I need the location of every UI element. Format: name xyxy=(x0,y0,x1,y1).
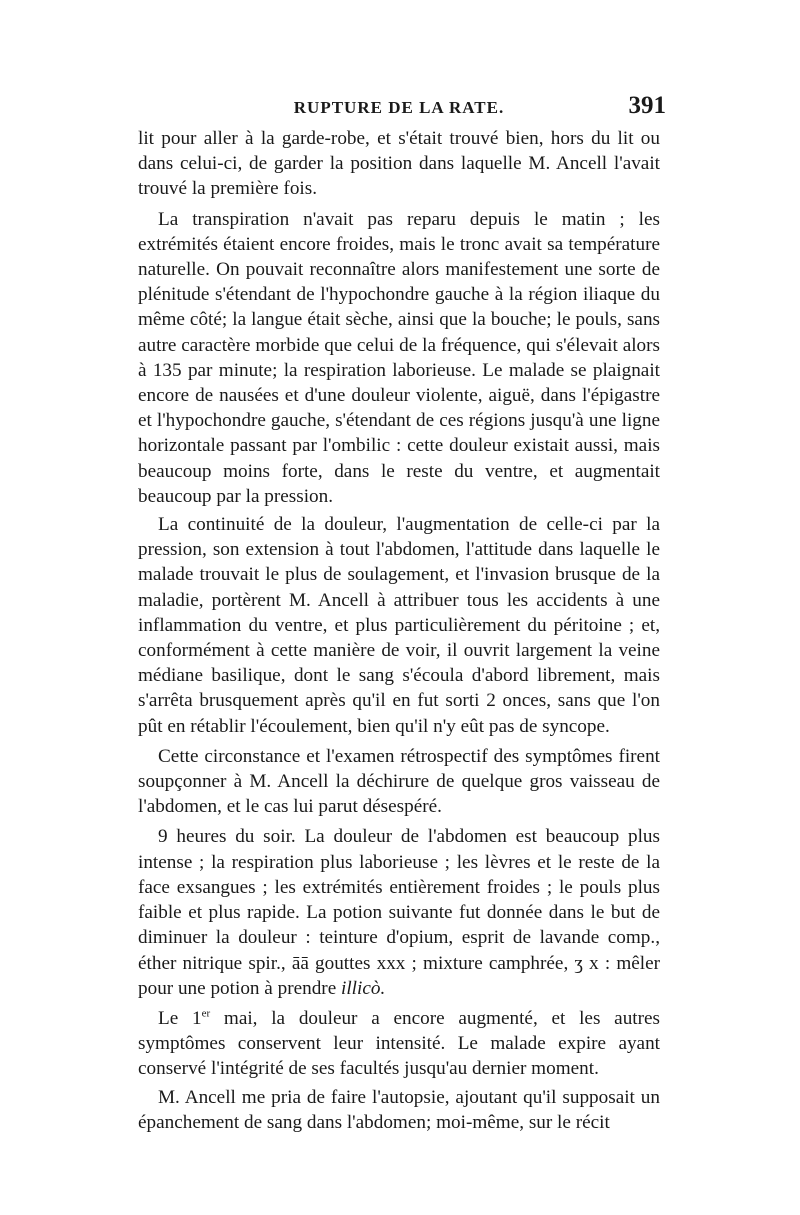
paragraph-1er-mai xyxy=(138,1006,660,1082)
superscript-er: er xyxy=(201,1007,211,1020)
paragraph-1er-mai-rest: mai, la douleur a encore augmenté, et les autres symptômes conservent leur intensité. Le malade expire ayant conservé l'intégrité de ses facultés jusqu'au dernier moment. xyxy=(138,1007,660,1080)
paragraph-continuite: La continuité de la douleur, l'augmentation de celle-ci par la pression, son extension à tout l'abdomen, l'attitude dans laquelle le malade trouvait le plus de soulagement, et l'invasion brusque de la maladie, portèrent M. Ancell à attribuer tous les accidents à une inflammation du ventre, et plus particulièrement du péritoine ; et, conformément à cette manière de voir, il ouvrit largement la veine médiane basilique, dont le sang s'écoula d'abord librement, mais s'arrêta brusquement après qu'il en fut sorti 2 onces, sans que l'on pût en rétablir l'écoulement, bien qu'il n'y eût pas de syncope. xyxy=(138,514,660,737)
body-text xyxy=(138,126,660,1135)
illico-italic: illicò. xyxy=(341,977,386,999)
paragraph-9-heures xyxy=(138,824,660,1000)
paragraph-1er-mai-start: Le 1 xyxy=(158,1007,202,1029)
paragraph-autopsie: M. Ancell me pria de faire l'autopsie, ajoutant qu'il supposait un épanchement de sang dans l'abdomen; moi-même, sur le récit xyxy=(138,1086,660,1133)
paragraph-circonstance: Cette circonstance et l'examen rétrospectif des symptômes firent soupçonner à M. Ancell la déchirure de quelque gros vaisseau de l'abdomen, et le cas lui parut désespéré. xyxy=(138,745,660,818)
running-title: RUPTURE DE LA RATE. xyxy=(293,98,505,117)
paragraph-transpiration: La transpiration n'avait pas reparu depuis le matin ; les extrémités étaient encore froides, mais le tronc avait sa température naturelle. On pouvait reconnaître alors manifestement une sorte de plénitude s'étendant de l'hypochondre gauche à la région iliaque du même côté; la langue était sèche, ainsi que la bouche; le pouls, sans autre caractère morbide que celui de la fréquence, qui s'élevait alors à 135 par minute; la respiration laborieuse. Le malade se plaignait encore de nausées et d'une douleur violente, aiguë, dans l'épigastre et l'hypochondre gauche, s'étendant de ces régions jusqu'à une ligne horizontale passant par l'ombilic : cette douleur existait aussi, mais beaucoup moins forte, dans le reste du ventre, et augmentait beaucoup par la pression. xyxy=(138,208,660,507)
paragraph-9-heures-text: 9 heures du soir. La douleur de l'abdomen est beaucoup plus intense ; la respiration plus laborieuse ; les lèvres et le reste de la face exsangues ; les extrémités entièrement froides ; le pouls plus faible et plus rapide. La potion suivante fut donnée dans le but de diminuer la douleur : teinture d'opium, esprit de lavande comp., éther nitrique spir., āā gouttes xxx ; mixture camphrée, ʒ x : mêler pour une potion à prendre xyxy=(138,826,660,999)
paragraph-continuation: lit pour aller à la garde-robe, et s'était trouvé bien, hors du lit ou dans celui-ci, de garder la position dans laquelle M. Ancell l'avait trouvé la première fois. xyxy=(138,128,660,200)
running-head xyxy=(138,92,666,122)
page-number: 391 xyxy=(628,92,666,119)
